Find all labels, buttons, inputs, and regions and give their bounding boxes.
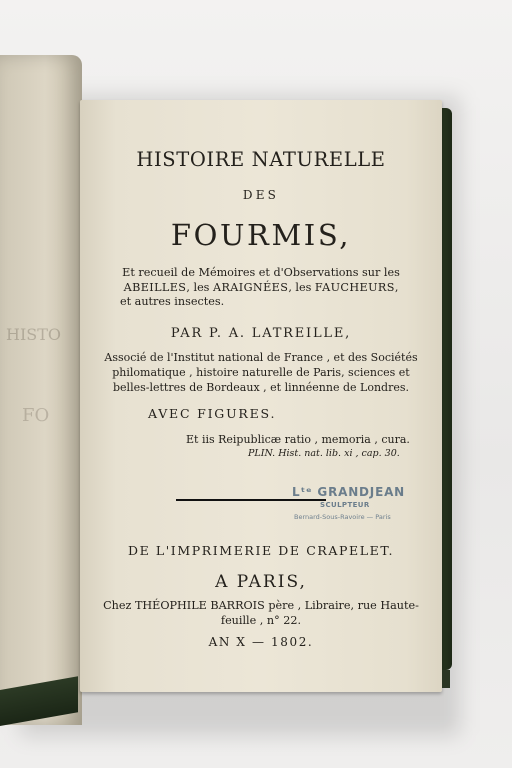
affiliation-line-1: Associé de l'Institut national de France , et des Sociétés xyxy=(104,351,418,364)
epigraph-source: PLIN. Hist. nat. lib. xi , cap. 30. xyxy=(248,448,400,459)
epigraph: Et iis Reipublicæ ratio , memoria , cura. xyxy=(186,433,410,446)
title-line-1: HISTOIRE NATURELLE xyxy=(136,148,386,171)
affiliation-block xyxy=(80,350,442,395)
year-line: AN X — 1802. xyxy=(208,635,314,649)
affiliation-line-2: philomatique , histoire naturelle de Paris, sciences et xyxy=(112,366,410,379)
title-line-2: DES xyxy=(242,188,280,202)
title-line-3: FOURMIS, xyxy=(170,218,352,252)
owner-stamp-line-2: SCULPTEUR xyxy=(320,501,370,509)
printer-line: DE L'IMPRIMERIE DE CRAPELET. xyxy=(127,543,395,558)
publisher-line-1: Chez THÉOPHILE BARROIS père , Libraire, rue Haute- xyxy=(103,599,419,612)
publisher-line-2: feuille , n° 22. xyxy=(220,614,302,627)
publisher-block xyxy=(80,598,442,628)
title-page xyxy=(80,100,442,692)
author-line: PAR P. A. LATREILLE, xyxy=(170,326,352,341)
subtitle-line-3: et autres insectes. xyxy=(120,295,225,308)
left-page-show-through: FO xyxy=(22,405,50,426)
subtitle-line-1: Et recueil de Mémoires et d'Observations sur les xyxy=(122,266,400,279)
owner-stamp-line-1: Lᵗᵉ GRANDJEAN xyxy=(292,485,405,499)
binding-corner xyxy=(442,670,450,688)
city-line: A PARIS, xyxy=(215,572,307,592)
owner-stamp-line-3: Bernard-Sous-Ravoire — Paris xyxy=(294,513,391,521)
figures-line: AVEC FIGURES. xyxy=(148,406,277,421)
subtitle-line-2: ABEILLES, les ARAIGNÉES, les FAUCHEURS, xyxy=(123,281,399,294)
left-page xyxy=(0,55,82,725)
left-page-show-through: HISTO xyxy=(6,325,62,344)
subtitle-block xyxy=(80,265,442,295)
ink-rule xyxy=(176,499,326,501)
affiliation-line-3: belles-lettres de Bordeaux , et linnéenne de Londres. xyxy=(113,381,409,394)
